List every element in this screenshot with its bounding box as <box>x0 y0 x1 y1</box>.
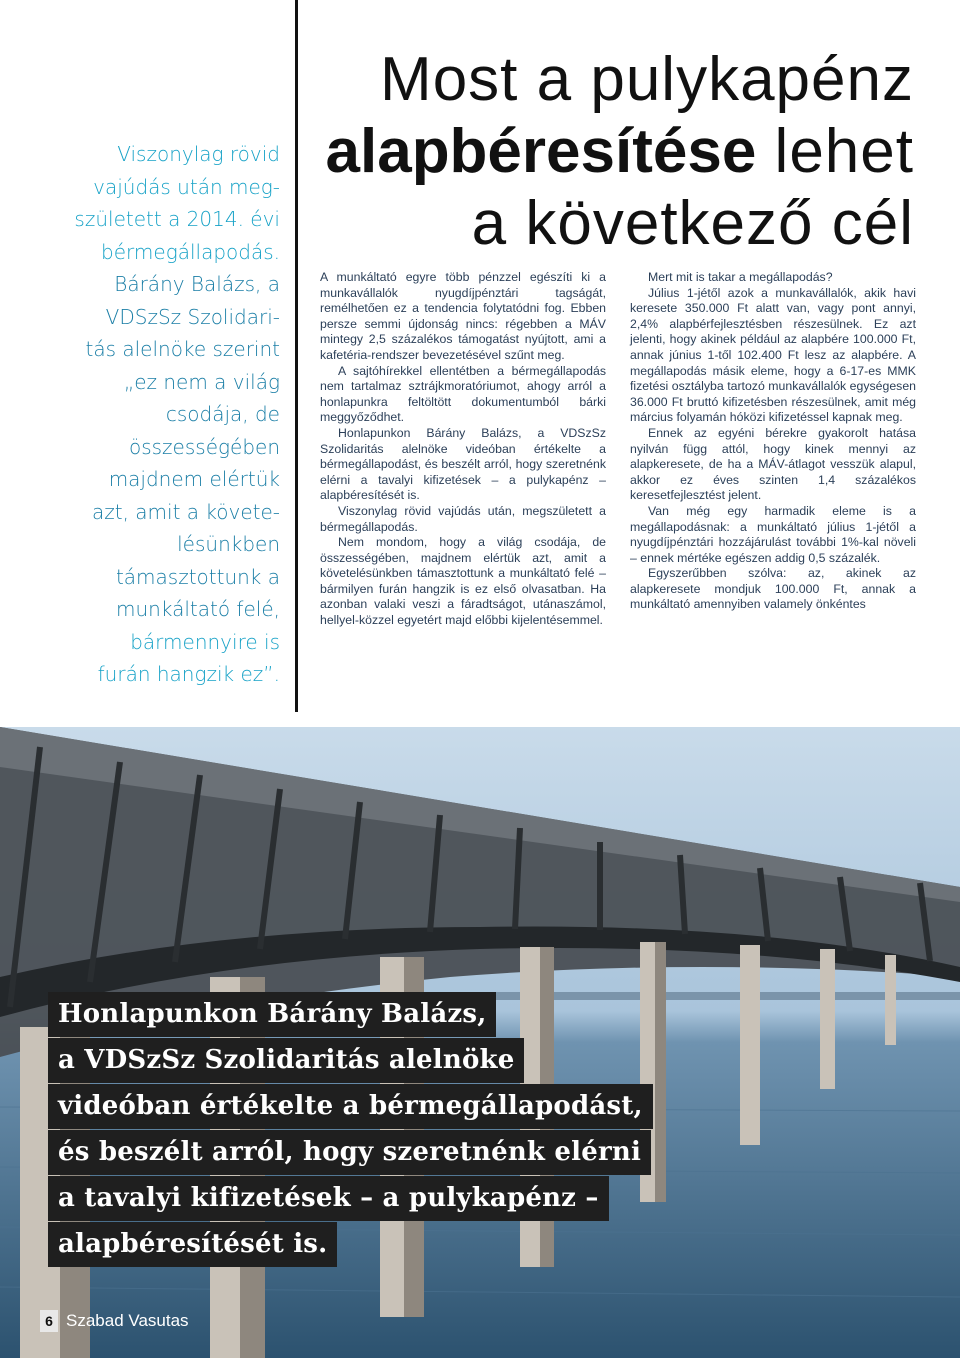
caption-line: és beszélt arról, hogy szeretnénk elérni <box>48 1130 651 1175</box>
page-number: 6 <box>40 1310 58 1332</box>
publication-name: Szabad Vasutas <box>66 1311 189 1330</box>
caption-line: Honlapunkon Bárány Balázs, <box>48 992 496 1037</box>
vertical-divider <box>295 0 298 712</box>
paragraph: Honlapunkon Bárány Balázs, a VDSzSz Szolidaritás alelnöke videóban értékelte a bérmegállapodást, és beszélt arról, hogy szeretnénk elérni a tavalyi kifizetések – a pulykapénz – alapbéresítését is. <box>320 425 606 503</box>
paragraph: A sajtóhírekkel ellentétben a bérmegállapodás nem tartalmaz sztrájkmoratóriumot, ahogy arról a honlapunkra feltöltött dokumentumból bárki meggyőződhet. <box>320 363 606 425</box>
caption-line: a VDSzSz Szolidaritás alelnöke <box>48 1038 524 1083</box>
pull-quote-line: „ez nem a világ <box>123 369 280 394</box>
paragraph: Mert mit is takar a megállapodás? <box>648 270 833 284</box>
pull-quote-line: támasztottunk a <box>115 564 280 589</box>
paragraph: Van még egy harmadik eleme is a megállapodásnak: a munkáltató július 1-jétől a nyugdíjpénztári hozzájárulást további 1%-kal növeli – ennek mértéke egészen addig 0,5 százalék. <box>630 503 916 565</box>
pull-quote-line: furán hangzik ez”. <box>97 662 280 686</box>
paragraph: Ennek az egyéni bérekre gyakorolt hatása nyilván függ attól, hogy kinek mennyi az alapkeresete, de ha a MÁV-átlagot vesszük alapul, akkor ez éves szinten 1,4 százalékos keresetfejlesztést jelent. <box>630 425 916 503</box>
headline-line-2-rest: lehet <box>756 117 914 186</box>
body-column-1 <box>320 270 606 629</box>
caption-line: a tavalyi kifizetések – a pulykapénz – <box>48 1176 609 1221</box>
paragraph: Nem mondom, hogy a világ csodája, de összességében, majdnem elértük azt, amit a követelésünkben támasztottunk a munkáltató felé – bármilyen furán hangzik is ez első olvasatban. Ha azonban valaki veszi a fáradtságot, utánaszámol, hellyel-közzel egyetért majd előbbi kijelentésemmel. <box>320 535 606 628</box>
pull-quote-line: bármennyire is <box>130 629 280 654</box>
pull-quote-line: tás alelnöke szerint <box>85 337 280 361</box>
pull-quote-body <box>40 268 280 626</box>
pull-quote-line: vajúdás után meg- <box>93 174 280 199</box>
paragraph: Július 1-jétől azok a munkavállalók, akik havi keresete 350.000 Ft alatt van, vagy pont annyi, 2,4% alapbérfejlesztésben részesülnek. Ez azt jelenti, hogy akinek például az alapbére 100.000 Ft, annak június 1-től 102.400 Ft lesz az alapbére. A megállapodás másik eleme, hogy a 6-17-es MMK fizetési osztályba tartozó munkavállalók egységesen 36.000 Ft bruttó kifizetésben részesülnek, amit még március folyamán hóközi kifizetéssel kapnak meg. <box>630 285 916 425</box>
headline-emphasis: alapbéresítése <box>325 117 757 186</box>
article-headline <box>310 44 914 260</box>
pull-quote <box>40 138 280 691</box>
pull-quote-line: lésünkben <box>177 532 280 556</box>
pull-quote-line: azt, amit a követe- <box>91 499 280 524</box>
pull-quote-line: Bárány Balázs, a <box>114 272 280 296</box>
pull-quote-line: Viszonylag rövid <box>117 142 280 166</box>
pull-quote-line: csodája, de <box>165 402 280 426</box>
paragraph: Egyszerűbben szólva: az, akinek az alapkeresete mondjuk 100.000 Ft, annak a munkáltató amennyiben valamely önkéntes <box>630 566 916 612</box>
paragraph: Viszonylag rövid vajúdás után, megszületett a bérmegállapodás. <box>320 503 606 534</box>
pull-quote-line: munkáltató felé, <box>116 597 280 621</box>
pull-quote-intro <box>40 138 280 268</box>
pull-quote-line: VDSzSz Szolidari- <box>105 304 280 329</box>
pull-quote-line: majdnem elértük <box>108 467 280 491</box>
pull-quote-line: született a 2014. évi <box>74 207 280 231</box>
photo-caption <box>48 992 688 1268</box>
page-footer <box>40 1310 189 1332</box>
body-column-2 <box>630 270 916 613</box>
headline-line-2 <box>310 116 914 188</box>
pull-quote-line: bérmegállapodás. <box>101 239 280 264</box>
headline-line-3: a következő cél <box>471 189 914 258</box>
headline-line-1: Most a pulykapénz <box>380 45 914 114</box>
caption-line: alapbéresítését is. <box>48 1222 337 1267</box>
pull-quote-tail <box>40 626 280 691</box>
pull-quote-line: összességében <box>128 434 280 459</box>
paragraph: A munkáltató egyre több pénzzel egészíti ki a munkavállalók nyugdíjpénztári tagságát, remélhetően ez a tendencia folytatódni fog. Ebben persze semmi újdonság nincs: régebben a MÁV mintegy 2,5 százalékos támogatást nyújtott, ami a kafetéria-rendszer bevezetésével szűnt meg. <box>320 270 606 362</box>
caption-line: videóban értékelte a bérmegállapodást, <box>48 1084 653 1129</box>
